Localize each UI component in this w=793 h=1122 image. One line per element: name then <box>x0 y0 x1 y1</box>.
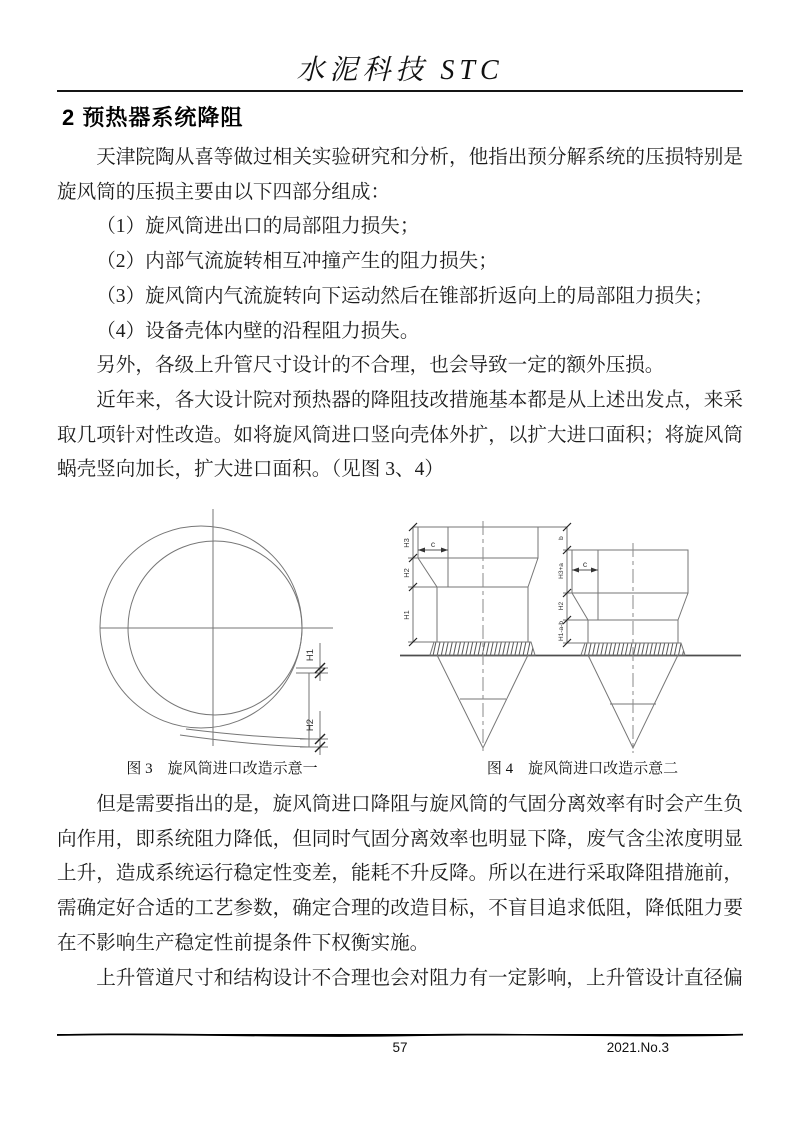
section-heading: 2 预热器系统降阻 <box>62 105 244 130</box>
fig4-right-cyclone <box>563 527 688 753</box>
list-item-4: （4）设备壳体内壁的沿程阻力损失。 <box>96 320 420 342</box>
fig4-left-label-h3: H3 <box>402 538 411 548</box>
fig3-volute-tail-lower <box>180 735 309 747</box>
fig4-left-label-h2: H2 <box>402 568 411 578</box>
footer-rule <box>57 1031 743 1038</box>
figure3-caption: 图 3 旋风筒进口改造示意一 <box>126 761 318 777</box>
body-text-bottom <box>57 788 743 996</box>
header-rule <box>57 90 743 92</box>
fig4-right-label-h3a: H3+a <box>558 563 565 579</box>
list-item-2: （2）内部气流旋转相互冲撞产生的阻力损失； <box>96 251 498 273</box>
fig4-right-label-b: b <box>558 536 565 540</box>
figure3-drawing <box>60 503 400 758</box>
paragraph-caution: 但是需要指出的是，旋风筒进口降阻与旋风筒的气固分离效率有时会产生负向作用，即系统阻力降低，但同时气固分离效率也明显下降，废气含尘浓度明显上升，造成系统运行稳定性变差，能耗不升反降。所以在进行采取降阻措施前，需确定好合适的工艺参数，确定合理的改造目标，不盲目追求低阻，降低阻力要在不影响生产稳定性前提条件下权衡实施。 <box>57 794 743 954</box>
list-item-3: （3）旋风筒内气流旋转向下运动然后在锥部折返向上的局部阻力损失； <box>96 285 714 307</box>
fig4-left-cyclone <box>408 521 567 753</box>
fig3-dim-label-h1: H1 <box>305 648 316 662</box>
paragraph-riser-duct: 上升管道尺寸和结构设计不合理也会对阻力有一定影响，上升管设计直径偏 <box>96 967 743 989</box>
fig4-right-label-h1ab: H1-a-b <box>558 621 565 641</box>
paragraph-retrofit: 近年来，各大设计院对预热器的降阻技改措施基本都是从上述出发点，来采取几项针对性改造。如将旋风筒进口竖向壳体外扩，以扩大进口面积；将旋风筒蜗壳竖向加长，扩大进口面积。（见图 3、4） <box>57 389 743 481</box>
list-item-1: （1）旋风筒进出口的局部阻力损失； <box>96 216 420 238</box>
fig4-right-label-c: c <box>582 559 588 569</box>
page-number: 57 <box>392 1040 408 1055</box>
fig4-left-label-c: c <box>430 539 436 549</box>
paragraph-intro: 天津院陶从喜等做过相关实验研究和分析，他指出预分解系统的压损特别是旋风筒的压损主要由以下四部分组成： <box>57 147 743 203</box>
fig3-volute-outer-circle <box>100 526 302 728</box>
issue-label: 2021.No.3 <box>606 1040 669 1055</box>
fig4-left-label-h1: H1 <box>402 610 411 620</box>
figure4-caption: 图 4 旋风筒进口改造示意二 <box>486 761 679 777</box>
body-text-top <box>57 141 743 488</box>
paragraph-extra-loss: 另外，各级上升管尺寸设计的不合理，也会导致一定的额外压损。 <box>96 355 665 377</box>
fig3-dim-label-h2: H2 <box>305 718 316 732</box>
journal-title: 水泥科技 STC <box>296 55 504 86</box>
figure4-drawing <box>398 503 743 758</box>
fig3-volute-tail-upper <box>186 729 309 739</box>
fig4-right-label-h2: H2 <box>558 601 565 611</box>
